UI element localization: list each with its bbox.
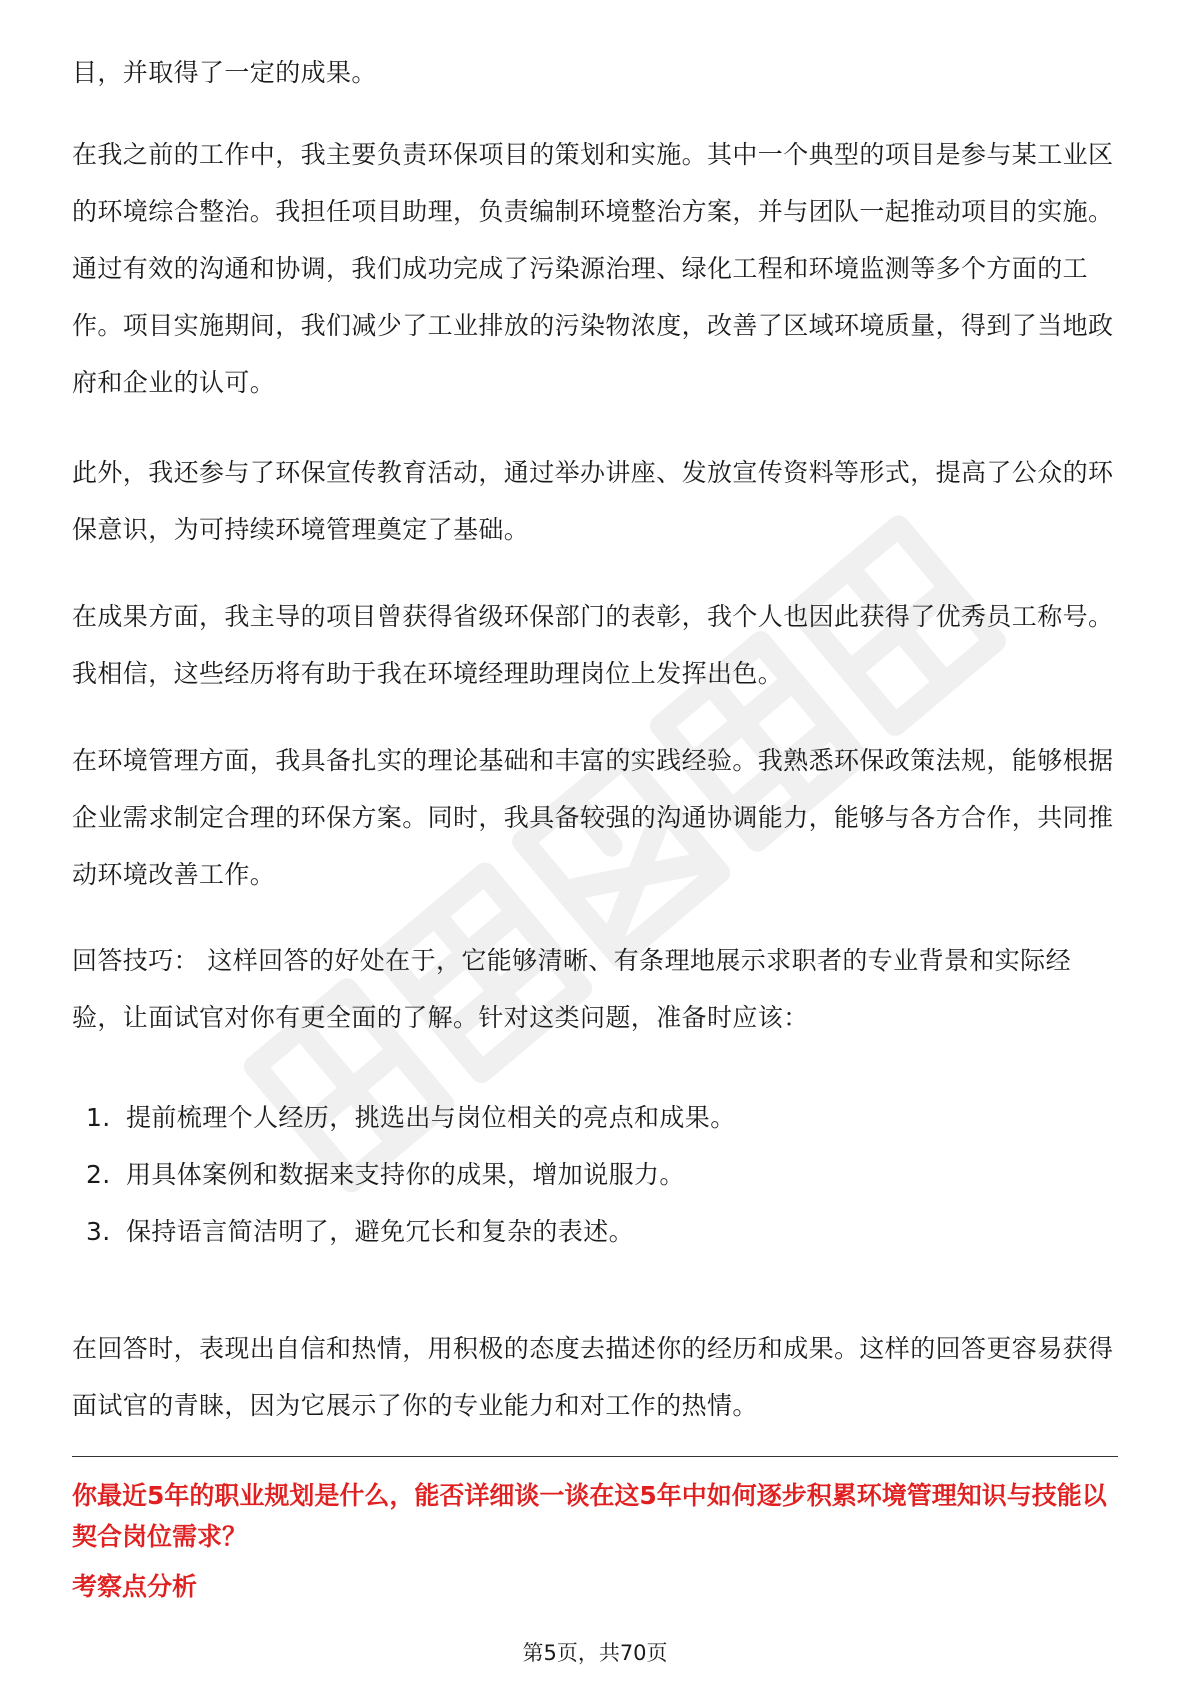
list-item-number: 1. bbox=[86, 1103, 111, 1132]
list-item-text: 用具体案例和数据来支持你的成果，增加说服力。 bbox=[126, 1160, 685, 1189]
list-item-number: 3. bbox=[86, 1217, 111, 1246]
paragraph-continuation: 目，并取得了一定的成果。 bbox=[72, 58, 377, 87]
paragraph-work-experience: 在我之前的工作中，我主要负责环保项目的策划和实施。其中一个典型的项目是参与某工业区的环境综合整治。我担任项目助理，负责编制环境整治方案，并与团队一起推动项目的实施。通过有效的沟通和协调，我们成功完成了污染源治理、绿化工程和环境监测等多个方面的工作。项目实施期间，我们减少了工业排放的污染物浓度，改善了区域环境质量，得到了当地政府和企业的认可。 bbox=[72, 140, 1114, 397]
list-item bbox=[72, 1203, 1118, 1260]
list-item bbox=[72, 1089, 1118, 1146]
tips-list bbox=[72, 1089, 1118, 1260]
list-item-text: 提前梳理个人经历，挑选出与岗位相关的亮点和成果。 bbox=[126, 1103, 736, 1132]
list-item bbox=[72, 1146, 1118, 1203]
section-divider bbox=[72, 1456, 1118, 1457]
section-heading: 考察点分析 bbox=[72, 1572, 198, 1601]
interview-question: 你最近5年的职业规划是什么，能否详细谈一谈在这5年中如何逐步积累环境管理知识与技能以契合岗位需求？ bbox=[72, 1481, 1107, 1551]
list-item-number: 2. bbox=[86, 1160, 111, 1189]
list-item-text: 保持语言简洁明了，避免冗长和复杂的表述。 bbox=[126, 1217, 635, 1246]
paragraph-closing-advice: 在回答时，表现出自信和热情，用积极的态度去描述你的经历和成果。这样的回答更容易获得面试官的青睐，因为它展示了你的专业能力和对工作的热情。 bbox=[72, 1334, 1114, 1420]
paragraph-management-skills: 在环境管理方面，我具备扎实的理论基础和丰富的实践经验。我熟悉环保政策法规，能够根据企业需求制定合理的环保方案。同时，我具备较强的沟通协调能力，能够与各方合作，共同推动环境改善工作。 bbox=[72, 746, 1114, 889]
answer-tips-text: 这样回答的好处在于，它能够清晰、有条理地展示求职者的专业背景和实际经验，让面试官对你有更全面的了解。针对这类问题，准备时应该： bbox=[72, 946, 1071, 1032]
answer-tips-label: 回答技巧： bbox=[72, 946, 200, 975]
paragraph-publicity: 此外，我还参与了环保宣传教育活动，通过举办讲座、发放宣传资料等形式，提高了公众的环保意识，为可持续环境管理奠定了基础。 bbox=[72, 458, 1114, 544]
document-page bbox=[72, 0, 1118, 1684]
paragraph-answer-tips bbox=[72, 932, 1118, 1046]
page-number-footer: 第5页，共70页 bbox=[522, 1641, 668, 1665]
paragraph-achievements: 在成果方面，我主导的项目曾获得省级环保部门的表彰，我个人也因此获得了优秀员工称号。我相信，这些经历将有助于我在环境经理助理岗位上发挥出色。 bbox=[72, 602, 1114, 688]
